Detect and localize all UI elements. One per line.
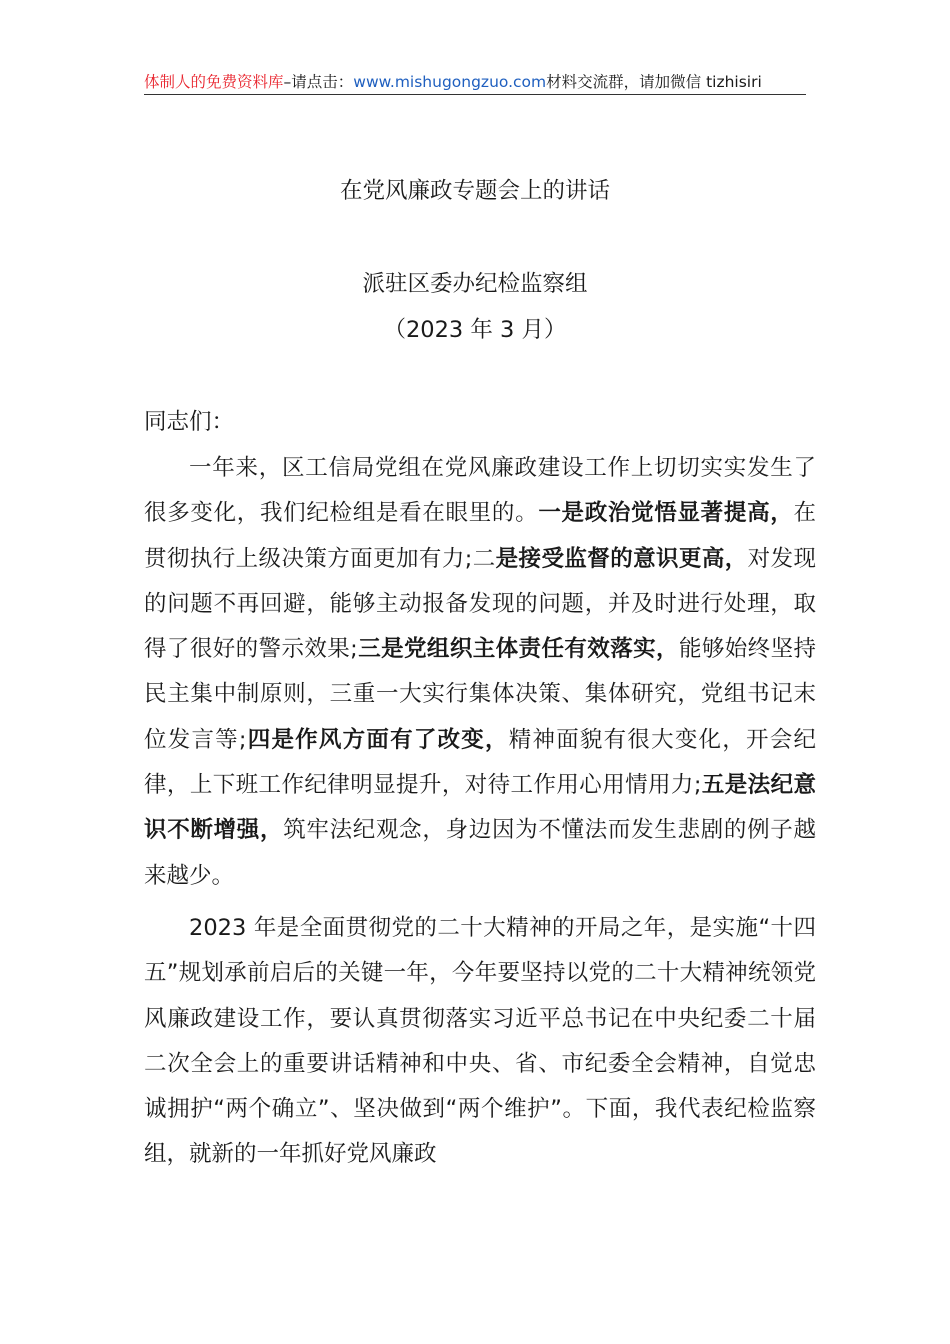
document-date: （2023 年 3 月） <box>383 317 567 343</box>
header-tail: 材料交流群，请加微信 tizhisiri <box>546 73 762 91</box>
header-prompt: –请点击： <box>283 73 354 91</box>
header-link[interactable]: www.mishugongzuo.com <box>353 73 547 91</box>
document-title: 在党风廉政专题会上的讲话 <box>339 178 610 204</box>
header-divider <box>144 94 806 95</box>
p1-text-4: 能够始终坚持民主集中制原则，三重一大实行集体决策、集体研究，党组书记末位发言等; <box>144 636 816 753</box>
paragraph-2: 2023 年是全面贯彻党的二十大精神的开局之年，是实施“十四五”规划承前启后的关键一年，今年要坚持以党的二十大精神统领党风廉政建设工作，要认真贯彻落实习近平总书记在中央纪委二十届二次全会上的重要讲话精神和中央、省、市纪委全会精神，自觉忠诚拥护“两个确立”、坚决做到“两个维护”。下面，我代表纪检监察组，就新的一年抓好党风廉政 <box>144 915 816 1168</box>
p1-text-1: 一年来，区工信局党组在党风廉政建设工作上切切实实发生了很多变化，我们纪检组是看在眼里的。 <box>144 455 816 527</box>
p1-bold-5: 五是法纪意识不断增强， <box>144 772 816 844</box>
page-header <box>144 69 806 95</box>
p1-text-6: 筑牢法纪观念，身边因为不懂法而发生悲剧的例子越来越少。 <box>144 817 816 889</box>
p1-text-5: 精神面貌有很大变化，开会纪律，上下班工作纪律明显提升，对待工作用心用情用力; <box>144 726 816 799</box>
header-brand: 体制人的免费资料库 <box>144 73 284 91</box>
p1-bold-3: 三是党组织主体责任有效落实， <box>357 636 679 663</box>
p1-bold-2: 是接受监督的意识更高， <box>495 545 748 572</box>
p1-text-2: 在贯彻执行上级决策方面更加有力;二 <box>144 500 816 572</box>
paragraph-1 <box>144 446 816 899</box>
p1-text-3: 对发现的问题不再回避，能够主动报备发现的问题，并及时进行处理，取得了很好的警示效果; <box>144 545 816 663</box>
p1-bold-4: 四是作风方面有了改变， <box>246 726 509 753</box>
document-author: 派驻区委办纪检监察组 <box>362 271 588 297</box>
greeting: 同志们： <box>144 409 235 435</box>
p1-bold-1: 一是政治觉悟显著提高， <box>538 500 794 527</box>
